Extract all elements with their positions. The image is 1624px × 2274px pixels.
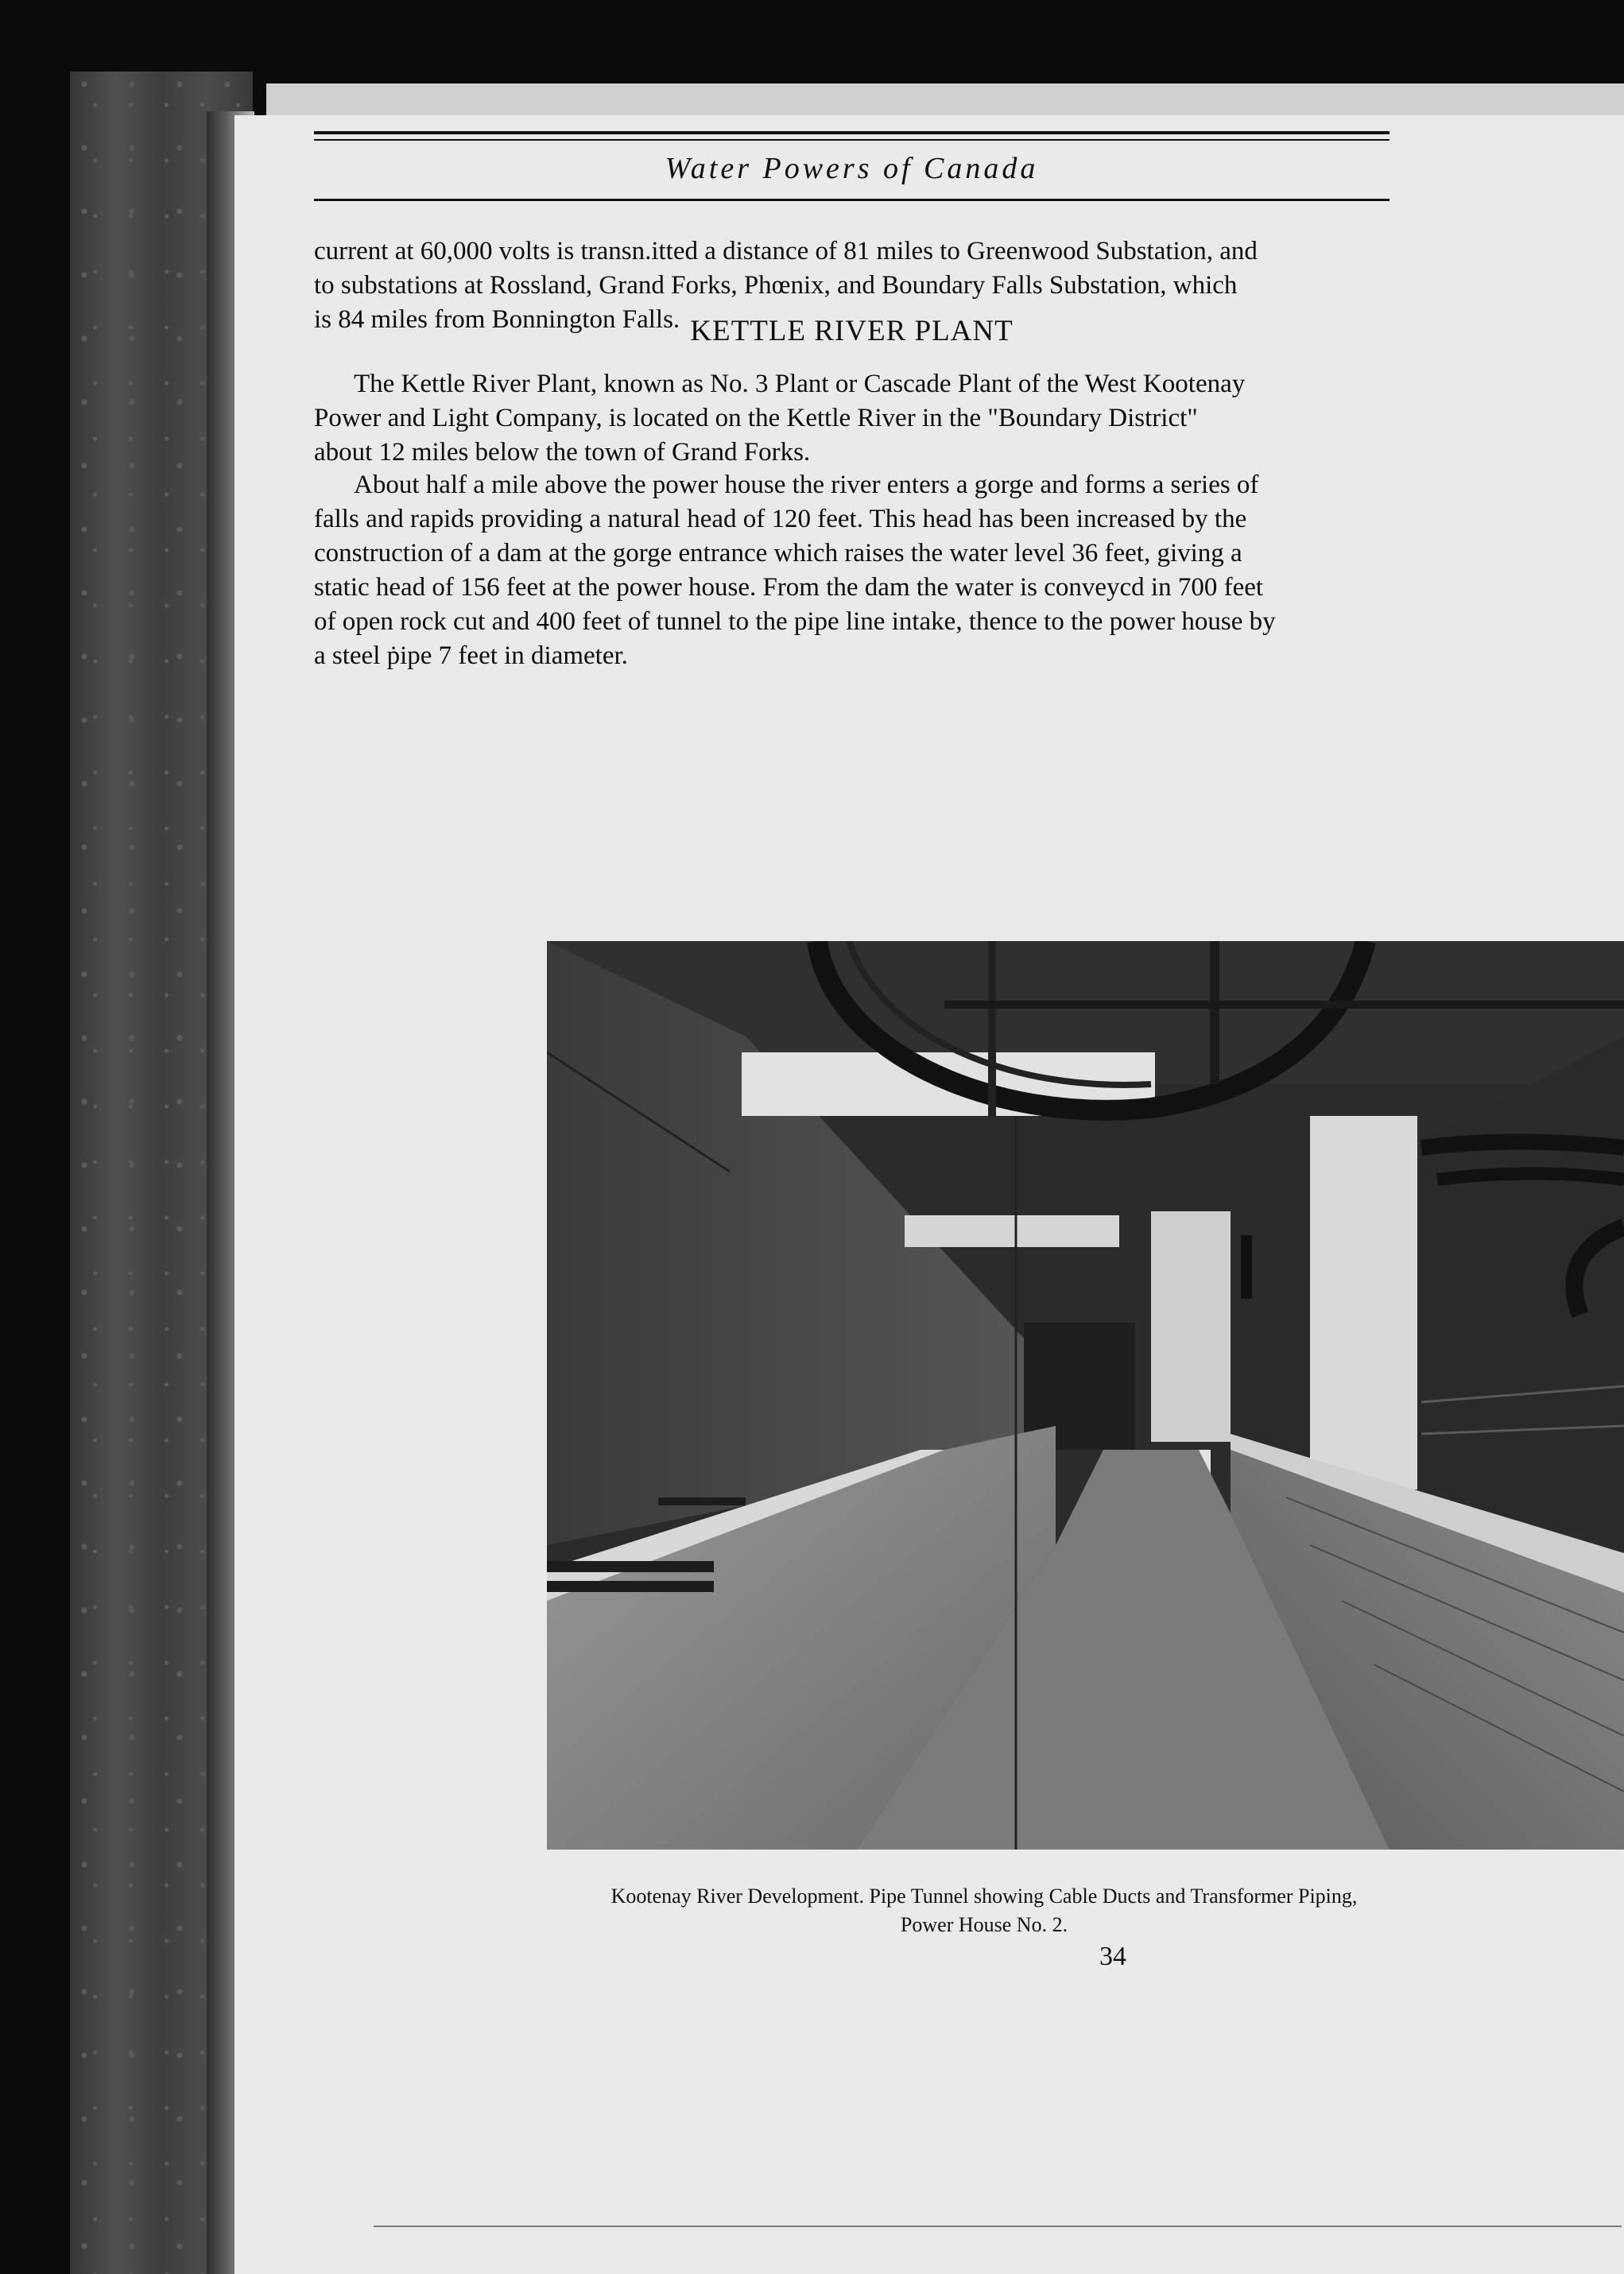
caption-line: Kootenay River Development. Pipe Tunnel showing Cable Ducts and Transformer Piping, — [610, 1885, 1358, 1908]
text-line: About half a mile above the power house the river enters a gorge and forms a series of — [354, 471, 1259, 499]
caption-line: Power House No. 2. — [900, 1913, 1068, 1936]
paragraph-3 — [314, 468, 1390, 673]
text-line: construction of a dam at the gorge entrance which raises the water level 36 feet, giving a — [314, 539, 1242, 568]
paragraph-2 — [314, 367, 1390, 470]
photo-caption — [547, 1882, 1421, 1939]
text-line: about 12 miles below the town of Grand Forks. — [314, 438, 811, 467]
text-line: Power and Light Company, is located on the Kettle River in the "Boundary District" — [314, 404, 1198, 432]
text-line: a steel ṗipe 7 feet in diameter. — [314, 641, 628, 670]
section-heading: KETTLE RIVER PLANT — [690, 315, 1014, 347]
text-line: to substations at Rossland, Grand Forks, Phœnix, and Boundary Falls Substation, which — [314, 271, 1238, 300]
header-rule-top-thin — [314, 139, 1390, 141]
text-line: of open rock cut and 400 feet of tunnel to the pipe line intake, thence to the power house by — [314, 607, 1276, 636]
header-rule-bottom — [314, 199, 1390, 201]
pipe-tunnel-photograph — [547, 941, 1624, 1850]
text-line: falls and rapids providing a natural head of 120 feet. This head has been increased by the — [314, 505, 1247, 533]
page-number: 34 — [1099, 1942, 1126, 1971]
text-line: The Kettle River Plant, known as No. 3 Plant or Cascade Plant of the West Kootenay — [354, 370, 1246, 398]
page-bottom-edge — [374, 2226, 1622, 2227]
text-line: is 84 miles from Bonnington Falls. — [314, 305, 680, 334]
text-line: static head of 156 feet at the power house. From the dam the water is conveycd in 700 feet — [314, 573, 1264, 602]
header-rule-top — [314, 131, 1390, 134]
text-line: current at 60,000 volts is transn.itted a distance of 81 miles to Greenwood Substation, and — [314, 237, 1258, 265]
running-head: Water Powers of Canada — [665, 152, 1039, 185]
